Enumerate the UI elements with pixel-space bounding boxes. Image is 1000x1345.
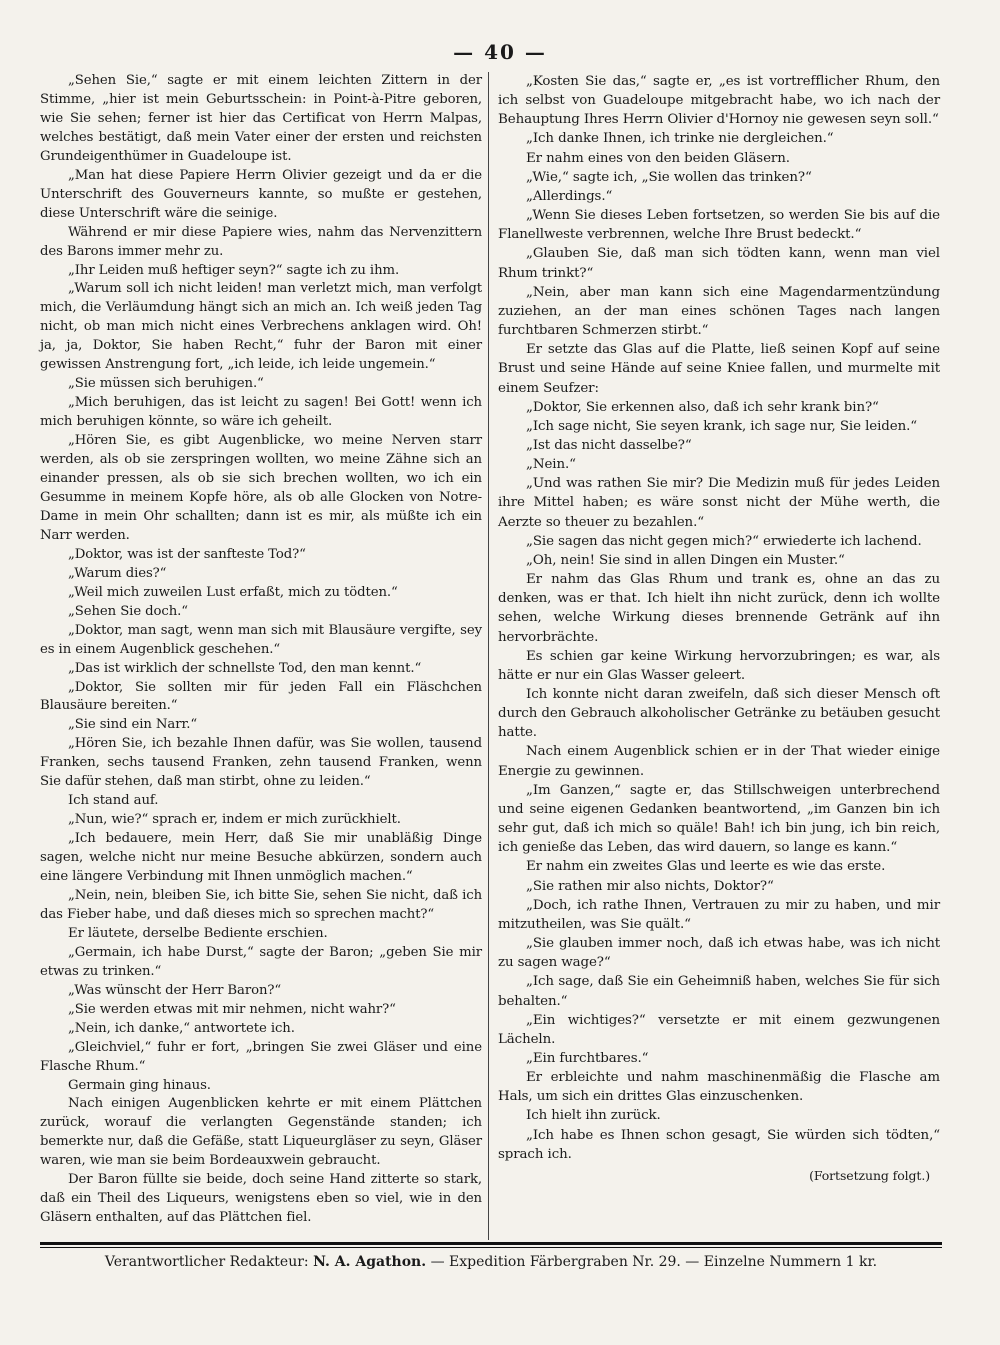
imprint-editor: N. A. Agathon. — [313, 1254, 427, 1270]
right-column — [498, 72, 940, 1185]
paragraph: „Sie rathen mir also nichts, Doktor?“ — [526, 878, 774, 894]
paragraph: „Ein furchtbares.“ — [526, 1050, 649, 1066]
paragraph: „Sehen Sie,“ sagte er mit einem leichten Zittern in der Stimme, „hier ist mein Geburtsschein: in Point-à-Pitre geboren, wie Sie sehen; ferner ist hier das Certificat von Herrn Malpas, welches bestätigt, daß mein Vater einer der ersten und reichsten Grundeigenthümer in Guadeloupe ist. — [40, 73, 482, 164]
paragraph: „Ich sage, daß Sie ein Geheimniß haben, welches Sie für sich behalten.“ — [498, 974, 940, 1009]
paragraph: Er erbleichte und nahm maschinenmäßig die Flasche am Hals, um sich ein drittes Glas einzuschenken. — [498, 1070, 940, 1105]
paragraph: „Sie glauben immer noch, daß ich etwas habe, was ich nicht zu sagen wage?“ — [498, 936, 940, 971]
paragraph: „Ich sage nicht, Sie seyen krank, ich sage nur, Sie leiden.“ — [526, 418, 918, 434]
imprint-line — [40, 1254, 942, 1270]
paragraph: „Nein, aber man kann sich eine Magendarmentzündung zuziehen, an der man eines schönen Tages nach langen furchtbaren Schmerzen stirbt.“ — [498, 284, 940, 339]
paragraph: „Nein, ich danke,“ antwortete ich. — [68, 1020, 295, 1036]
paragraph: Er nahm eines von den beiden Gläsern. — [526, 150, 790, 166]
paragraph: „Im Ganzen,“ sagte er, das Stillschweigen unterbrechend und seine eigenen Gedanken beantwortend, „im Ganzen bin ich sehr gut, daß ich mich so quäle! Bah! ich bin jung, ich bin reich, ich genieße das Leben, das wird dauern, so lange es kann.“ — [498, 782, 940, 856]
paragraph: „Allerdings.“ — [526, 188, 613, 204]
paragraph: Germain ging hinaus. — [68, 1077, 211, 1093]
imprint-expedition: — Expedition Färbergraben Nr. 29. — Einzelne Nummern 1 kr. — [430, 1254, 878, 1270]
paragraph: Nach einem Augenblick schien er in der That wieder einige Energie zu gewinnen. — [498, 744, 940, 779]
paragraph: „Ein wichtiges?“ versetzte er mit einem gezwungenen Lächeln. — [498, 1012, 940, 1047]
paragraph: „Doktor, Sie sollten mir für jeden Fall ein Fläschchen Blausäure bereiten.“ — [40, 679, 482, 714]
paragraph: „Ich habe es Ihnen schon gesagt, Sie würden sich tödten,“ sprach ich. — [498, 1127, 940, 1162]
footer-rule-thick — [40, 1242, 942, 1245]
paragraph: „Was wünscht der Herr Baron?“ — [68, 982, 282, 998]
paragraph: Er nahm ein zweites Glas und leerte es wie das erste. — [526, 859, 886, 875]
paragraph: Während er mir diese Papiere wies, nahm das Nervenzittern des Barons immer mehr zu. — [40, 224, 482, 259]
paragraph: „Sie müssen sich beruhigen.“ — [68, 376, 264, 392]
paragraph: „Weil mich zuweilen Lust erfaßt, mich zu tödten.“ — [68, 584, 398, 600]
paragraph: „Sie sind ein Narr.“ — [68, 717, 198, 733]
paragraph: „Doktor, Sie erkennen also, daß ich sehr krank bin?“ — [526, 399, 879, 415]
paragraph: „Man hat diese Papiere Herrn Olivier gezeigt und da er die Unterschrift des Gouverneurs kannte, so mußte er gestehen, diese Unterschrift wäre die seinige. — [40, 167, 482, 221]
paragraph: „Gleichviel,“ fuhr er fort, „bringen Sie zwei Gläser und eine Flasche Rhum.“ — [40, 1039, 482, 1074]
paragraph: „Das ist wirklich der schnellste Tod, den man kennt.“ — [68, 660, 422, 676]
paragraph: „Ich bedauere, mein Herr, daß Sie mir unabläßig Dinge sagen, welche nicht nur meine Besuche abkürzen, sondern auch eine längere Verbindung mit Ihnen unmöglich machen.“ — [40, 831, 482, 885]
paragraph: Ich hielt ihn zurück. — [526, 1108, 661, 1124]
paragraph: Nach einigen Augenblicken kehrte er mit einem Plättchen zurück, worauf die verlangten Gegenstände standen; ich bemerkte nur, daß die Gefäße, statt Liqueurgläser zu seyn, Gläser waren, wie man sie beim Bordeauxwein gebraucht. — [40, 1096, 482, 1169]
paragraph: „Kosten Sie das,“ sagte er, „es ist vortrefflicher Rhum, den ich selbst von Guadeloupe mitgebracht habe, wo ich nach der Behauptung Ihres Herrn Olivier d'Hornoy nie gewesen seyn soll.“ — [498, 74, 940, 128]
paragraph: „Doktor, man sagt, wenn man sich mit Blausäure vergifte, sey es in einem Augenblick geschehen.“ — [40, 622, 482, 657]
paragraph: „Germain, ich habe Durst,“ sagte der Baron; „geben Sie mir etwas zu trinken.“ — [40, 944, 482, 979]
paragraph: Der Baron füllte sie beide, doch seine Hand zitterte so stark, daß ein Theil des Liqueurs, wenigstens eben so viel, wie in den Gläsern enthalten, auf das Plättchen fiel. — [40, 1172, 482, 1226]
paragraph: „Sie sagen das nicht gegen mich?“ erwiederte ich lachend. — [526, 533, 922, 549]
column-divider — [488, 72, 489, 1240]
paragraph: „Hören Sie, ich bezahle Ihnen dafür, was Sie wollen, tausend Franken, sechs tausend Franken, zehn tausend Franken, wenn Sie dafür stehen, daß man stirbt, ohne zu leiden.“ — [40, 736, 482, 790]
paragraph: Er läutete, derselbe Bediente erschien. — [68, 925, 328, 941]
continuation-note: (Fortsetzung folgt.) — [809, 1167, 930, 1183]
paragraph: „Ist das nicht dasselbe?“ — [526, 437, 692, 453]
paragraph: „Oh, nein! Sie sind in allen Dingen ein Muster.“ — [526, 552, 845, 568]
paragraph: „Sehen Sie doch.“ — [68, 603, 188, 619]
paragraph: „Doch, ich rathe Ihnen, Vertrauen zu mir zu haben, und mir mitzutheilen, was Sie quält.“ — [498, 897, 940, 932]
paragraph: „Wenn Sie dieses Leben fortsetzen, so werden Sie bis auf die Flanellweste verbrennen, welche Ihre Brust bedeckt.“ — [498, 208, 940, 243]
paragraph: „Nein.“ — [526, 457, 576, 473]
paragraph: „Warum dies?“ — [68, 565, 167, 581]
paragraph: „Hören Sie, es gibt Augenblicke, wo meine Nerven starr werden, als ob sie zerspringen wollten, wo meine Zähne sich an einander pressen, als ob sie sich brechen wollten, wo ich ein Gesumme in meinem Kopfe höre, als ob alle Glocken von Notre-Dame in mein Ohr schallten; dann ist es mir, als müßte ich ein Narr werden. — [40, 433, 482, 543]
paragraph: „Ihr Leiden muß heftiger seyn?“ sagte ich zu ihm. — [68, 262, 400, 278]
paragraph: „Nein, nein, bleiben Sie, ich bitte Sie, sehen Sie nicht, daß ich das Fieber habe, und daß dieses mich so sprechen macht?“ — [40, 887, 482, 922]
paragraph: „Sie werden etwas mit mir nehmen, nicht wahr?“ — [68, 1001, 396, 1017]
paragraph: „Mich beruhigen, das ist leicht zu sagen! Bei Gott! wenn ich mich beruhigen könnte, so wäre ich geheilt. — [40, 395, 482, 430]
paragraph: „Wie,“ sagte ich, „Sie wollen das trinken?“ — [526, 169, 812, 185]
paragraph: „Ich danke Ihnen, ich trinke nie dergleichen.“ — [526, 131, 834, 147]
footer-rule-thin — [40, 1247, 942, 1248]
paragraph: „Glauben Sie, daß man sich tödten kann, wenn man viel Rhum trinkt?“ — [498, 246, 940, 281]
paragraph: Ich konnte nicht daran zweifeln, daß sich dieser Mensch oft durch den Gebrauch alkoholischer Getränke zu betäuben gesucht hatte. — [498, 687, 940, 741]
paragraph: Es schien gar keine Wirkung hervorzubringen; es war, als hätte er nur ein Glas Wasser geleert. — [498, 648, 940, 683]
paragraph: „Doktor, was ist der sanfteste Tod?“ — [68, 546, 306, 562]
paragraph: „Und was rathen Sie mir? Die Medizin muß für jedes Leiden ihre Mittel haben; es wäre sonst nicht der Mühe werth, die Aerzte so theuer zu bezahlen.“ — [498, 476, 940, 530]
left-column — [40, 72, 482, 1228]
imprint-label: Verantwortlicher Redakteur: — [104, 1254, 309, 1270]
paragraph: Er nahm das Glas Rhum und trank es, ohne an das zu denken, was er that. Ich hielt ihn nicht zurück, denn ich wollte sehen, welche Wirkung dieses brennende Getränk auf ihn hervorbrächte. — [498, 572, 940, 645]
page-number: — 40 — — [453, 40, 547, 64]
paragraph: „Nun, wie?“ sprach er, indem er mich zurückhielt. — [68, 812, 401, 828]
paragraph: Er setzte das Glas auf die Platte, ließ seinen Kopf auf seine Brust und seine Hände auf seine Kniee fallen, und murmelte mit einem Seufzer: — [498, 342, 940, 396]
paragraph: Ich stand auf. — [68, 793, 159, 809]
paragraph: „Warum soll ich nicht leiden! man verletzt mich, man verfolgt mich, die Verläumdung hängt sich an mich an. Ich weiß jeden Tag nicht, ob man mich nicht eines Verbrechens anklagen wird. Oh! ja, ja, Doktor, Sie haben Recht,“ fuhr der Baron mit einer gewissen Anstrengung fort, „ich leide, ich leide ungemein.“ — [40, 281, 482, 373]
